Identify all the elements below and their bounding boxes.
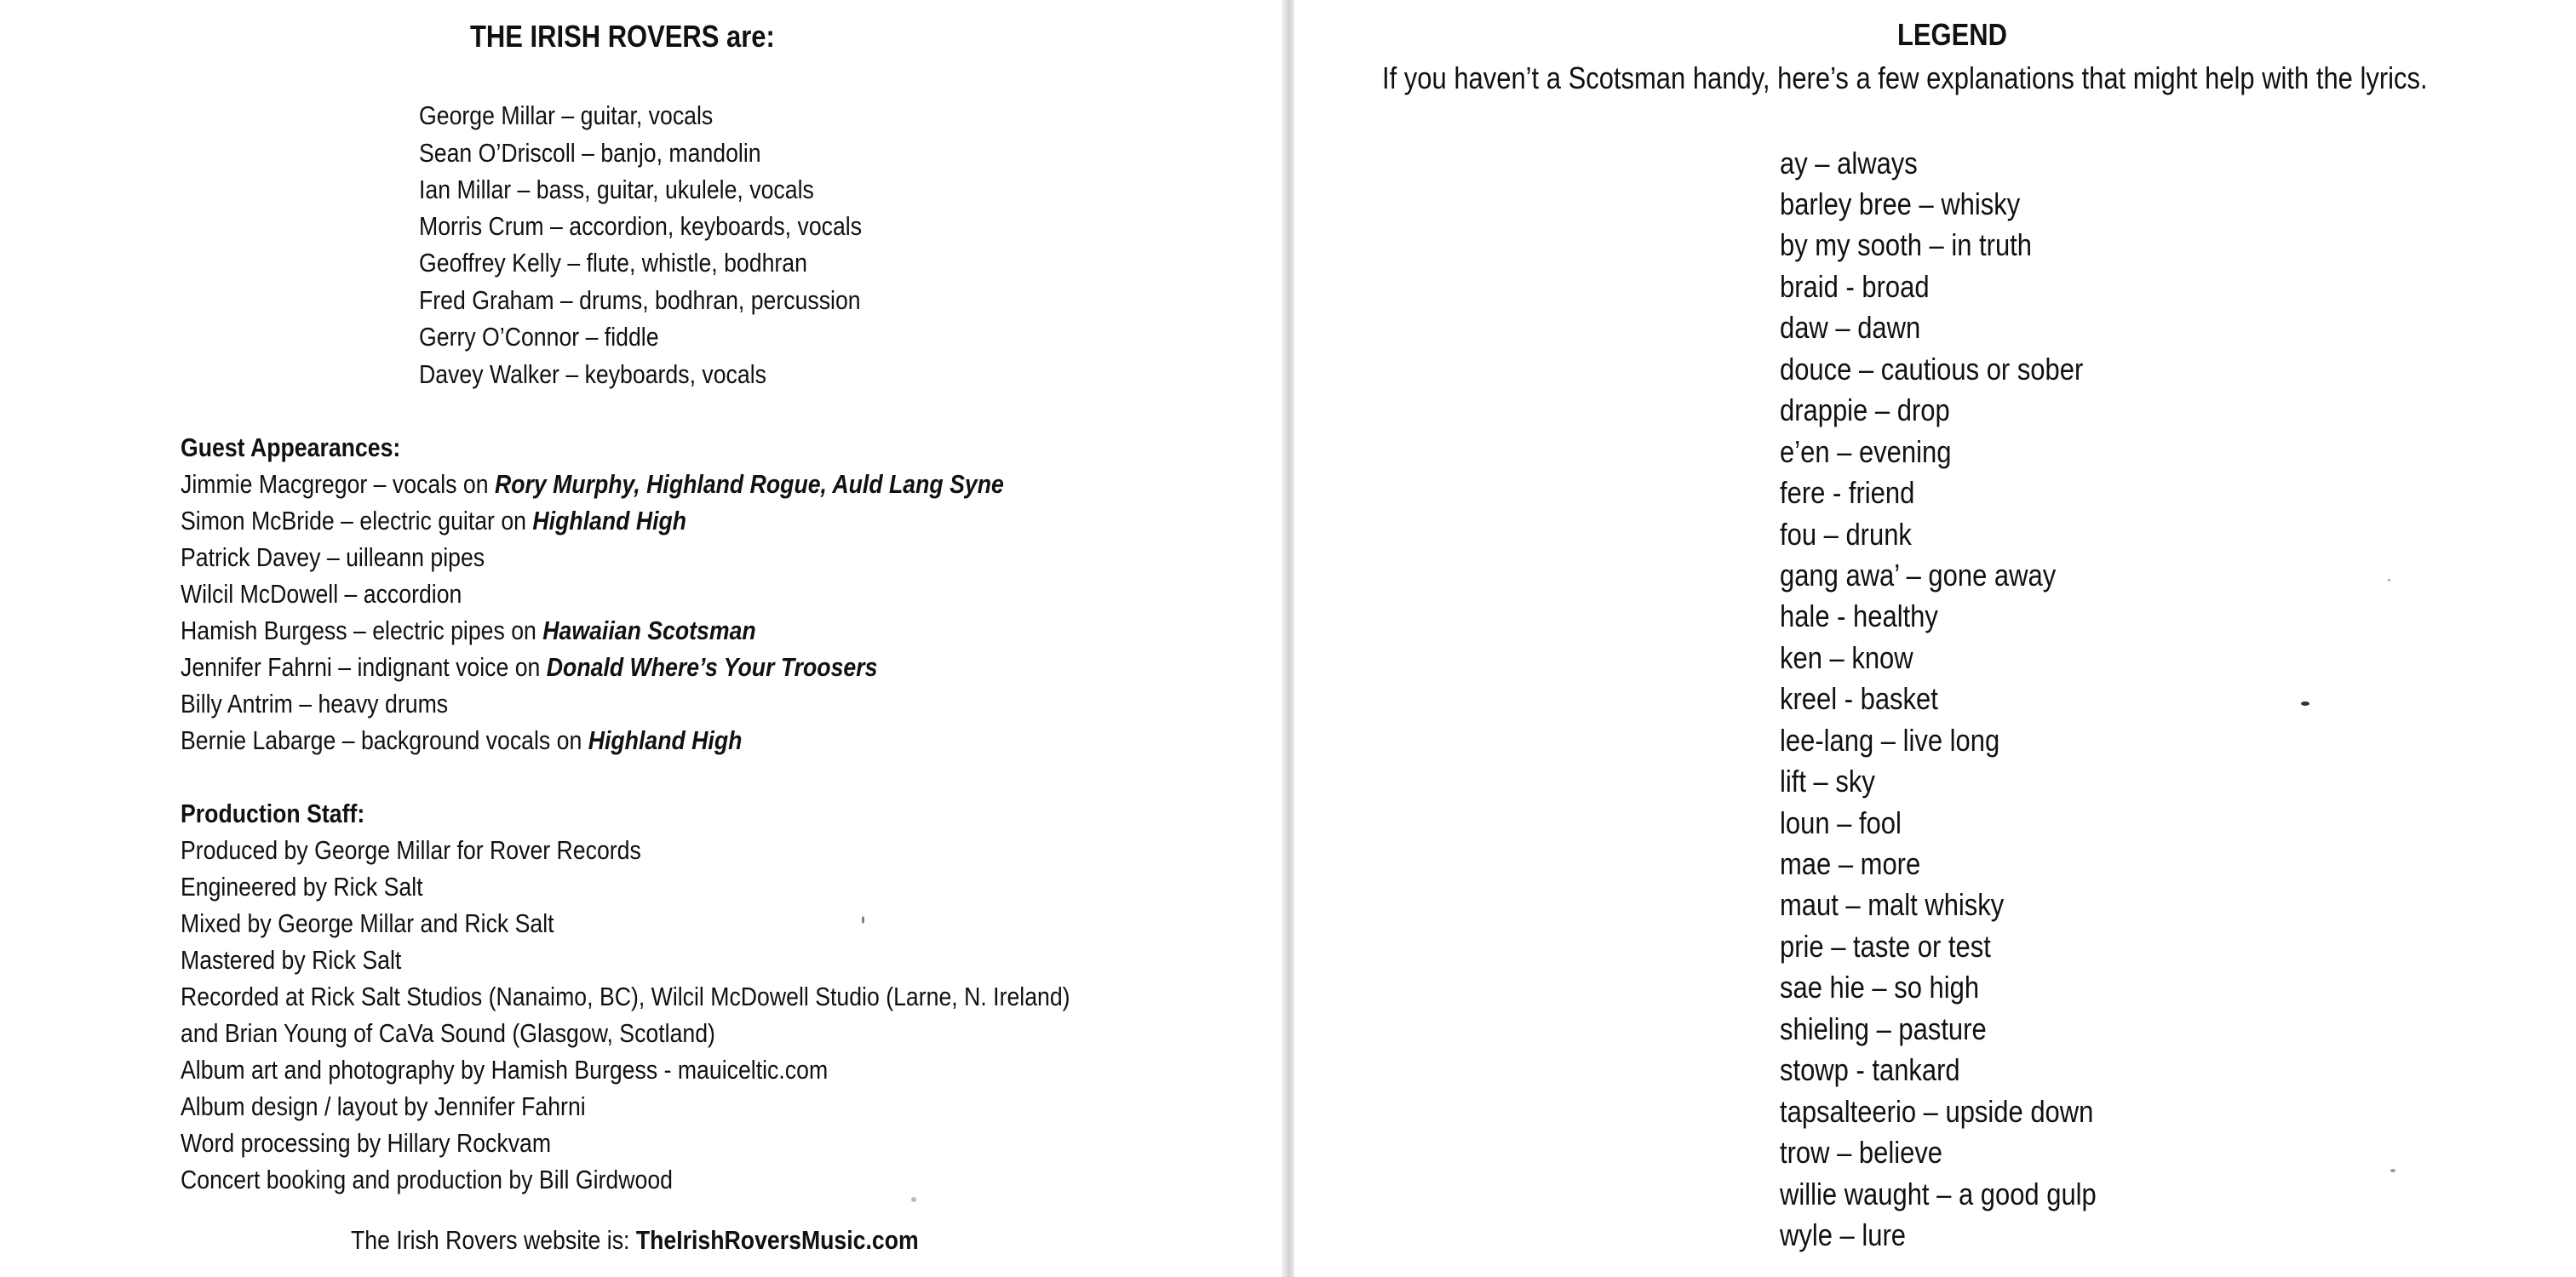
legend-entry: sae hie – so high: [1780, 970, 1980, 1005]
guest-songs: Highland High: [532, 506, 687, 535]
production-line: Album design / layout by Jennifer Fahrni: [181, 1091, 586, 1121]
guest-text: Simon McBride – electric guitar on: [181, 506, 533, 535]
guest-text: Billy Antrim – heavy drums: [181, 689, 449, 719]
paper-speck: [862, 916, 864, 924]
legend-entry: maut – malt whisky: [1780, 887, 2005, 922]
legend-entry: barley bree – whisky: [1780, 186, 2021, 221]
legend-entry: douce – cautious or sober: [1780, 352, 2084, 387]
legend-heading: LEGEND: [1897, 17, 2008, 52]
paper-speck: [2388, 579, 2390, 581]
legend-entry: tapsalteerio – upside down: [1780, 1094, 2094, 1129]
legend-entry: fou – drunk: [1780, 517, 1912, 552]
legend-entry: braid - broad: [1780, 269, 1930, 304]
member-line: Morris Crum – accordion, keyboards, vocals: [419, 211, 863, 241]
guest-text: Patrick Davey – uilleann pipes: [181, 542, 485, 572]
production-line: Mixed by George Millar and Rick Salt: [181, 908, 554, 938]
guest-text: Jimmie Macgregor – vocals on: [181, 469, 495, 499]
guest-songs: Highland High: [588, 725, 743, 755]
left-page: [0, 0, 1282, 1277]
member-line: Ian Millar – bass, guitar, ukulele, vocals: [419, 175, 814, 204]
legend-entry: wyle – lure: [1780, 1217, 1906, 1252]
guest-line: [181, 471, 1004, 497]
guest-songs: Donald Where’s Your Troosers: [546, 652, 878, 682]
legend-entry: hale - healthy: [1780, 598, 1938, 633]
page-spine: [1282, 0, 1294, 1277]
legend-subtitle: If you haven’t a Scotsman handy, here’s a few explanations that might help with the lyrics.: [1382, 60, 2428, 95]
website-url: TheIrishRoversMusic.com: [635, 1225, 919, 1255]
member-line: Davey Walker – keyboards, vocals: [419, 359, 766, 389]
legend-entry: lift – sky: [1780, 764, 1875, 799]
legend-entry: willie waught – a good gulp: [1780, 1177, 2097, 1211]
member-line: Sean O’Driscoll – banjo, mandolin: [419, 138, 761, 168]
production-line: Concert booking and production by Bill Girdwood: [181, 1165, 673, 1194]
legend-entry: ay – always: [1780, 146, 1918, 180]
legend-entry: ken – know: [1780, 640, 1913, 675]
paper-speck: [2390, 1169, 2395, 1172]
paper-speck: [2301, 701, 2309, 706]
legend-entry: trow – believe: [1780, 1135, 1943, 1170]
guest-line: [181, 507, 686, 534]
member-line: Gerry O’Connor – fiddle: [419, 322, 659, 352]
production-line: Album art and photography by Hamish Burgess - mauiceltic.com: [181, 1055, 829, 1085]
production-line: Mastered by Rick Salt: [181, 945, 402, 975]
production-line: Word processing by Hillary Rockvam: [181, 1128, 552, 1158]
guest-line: [181, 727, 742, 753]
legend-entry: drappie – drop: [1780, 392, 1950, 427]
production-line: and Brian Young of CaVa Sound (Glasgow, Scotland): [181, 1018, 715, 1048]
legend-entry: fere - friend: [1780, 475, 1915, 510]
website-line: [351, 1227, 919, 1253]
member-line: George Millar – guitar, vocals: [419, 100, 714, 130]
right-page: [1294, 0, 2576, 1277]
guest-line: [181, 617, 756, 644]
production-line: Recorded at Rick Salt Studios (Nanaimo, BC), Wilcil McDowell Studio (Larne, N. Ireland): [181, 982, 1070, 1011]
legend-entry: gang awa’ – gone away: [1780, 558, 2057, 593]
guest-appearances-heading: Guest Appearances:: [181, 432, 401, 462]
legend-entry: loun – fool: [1780, 805, 1902, 840]
legend-entry: mae – more: [1780, 846, 1921, 881]
member-line: Geoffrey Kelly – flute, whistle, bodhran: [419, 248, 807, 278]
legend-entry: e’en – evening: [1780, 434, 1952, 469]
guest-text: Jennifer Fahrni – indignant voice on: [181, 652, 547, 682]
production-line: Produced by George Millar for Rover Records: [181, 835, 641, 865]
legend-entry: lee-lang – live long: [1780, 723, 2000, 758]
legend-entry: daw – dawn: [1780, 310, 1921, 345]
legend-entry: stowp - tankard: [1780, 1052, 1960, 1087]
production-line: Engineered by Rick Salt: [181, 872, 423, 902]
guest-text: Wilcil McDowell – accordion: [181, 579, 462, 609]
website-label: The Irish Rovers website is:: [351, 1225, 636, 1255]
guest-songs: Hawaiian Scotsman: [542, 616, 756, 645]
legend-entry: by my sooth – in truth: [1780, 227, 2032, 262]
guest-text: Bernie Labarge – background vocals on: [181, 725, 588, 755]
guest-songs: Rory Murphy, Highland Rogue, Auld Lang Syne: [494, 469, 1004, 499]
legend-entry: kreel - basket: [1780, 681, 1938, 716]
legend-entry: shieling – pasture: [1780, 1011, 1987, 1046]
guest-line: [181, 654, 877, 680]
production-staff-heading: Production Staff:: [181, 799, 365, 828]
guest-line: [181, 690, 448, 717]
guest-line: [181, 544, 485, 570]
guest-line: [181, 581, 462, 607]
guest-text: Hamish Burgess – electric pipes on: [181, 616, 543, 645]
legend-entry: prie – taste or test: [1780, 929, 1991, 964]
member-line: Fred Graham – drums, bodhran, percussion: [419, 285, 861, 315]
rovers-heading: THE IRISH ROVERS are:: [470, 19, 775, 54]
paper-speck: [911, 1197, 916, 1202]
